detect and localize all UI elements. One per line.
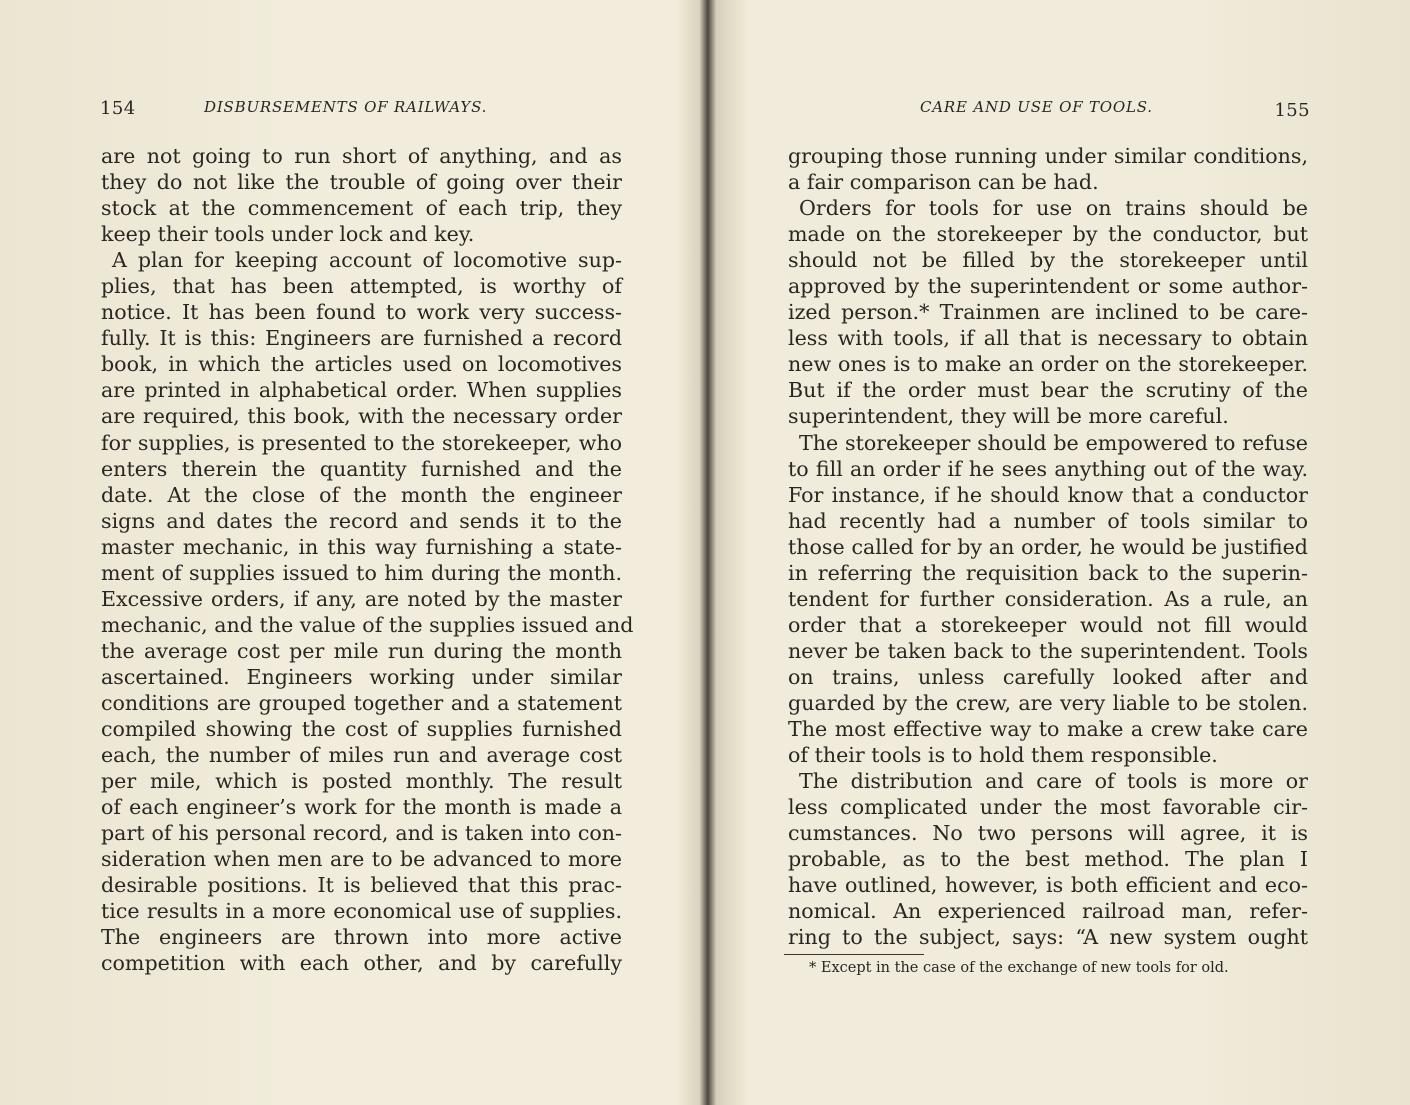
text-line: The engineers are thrown into more active: [101, 925, 622, 950]
text-line: they do not like the trouble of going over their: [101, 170, 622, 195]
text-line: approved by the superintendent or some author-: [788, 274, 1308, 299]
text-line: are printed in alphabetical order. When supplies: [101, 378, 622, 403]
text-line: had recently had a number of tools similar to: [788, 508, 1308, 533]
text-line: ment of supplies issued to him during the month.: [101, 560, 622, 585]
text-line: mechanic, and the value of the supplies issued and: [101, 612, 634, 637]
text-line: ring to the subject, says: “A new system ought: [788, 925, 1308, 950]
text-line: on trains, unless carefully looked after and: [788, 664, 1308, 689]
text-line: are not going to run short of anything, and as: [101, 144, 622, 168]
text-line: nomical. An experienced railroad man, refer-: [788, 899, 1308, 924]
text-line: superintendent, they will be more careful.: [788, 404, 1229, 429]
right-page-number: 155: [1274, 100, 1310, 121]
text-line: to fill an order if he sees anything out of the way.: [788, 456, 1308, 481]
text-line: date. At the close of the month the engineer: [101, 482, 622, 507]
text-line: each, the number of miles run and average cost: [101, 743, 622, 768]
text-line: The storekeeper should be empowered to refuse: [799, 430, 1308, 455]
text-line: But if the order must bear the scrutiny of the: [788, 378, 1308, 403]
text-line: tendent for further consideration. As a rule, an: [788, 586, 1308, 611]
text-line: ized person.* Trainmen are inclined to be care-: [788, 300, 1308, 325]
text-line: grouping those running under similar conditions,: [788, 144, 1308, 168]
text-line: less with tools, if all that is necessary to obtain: [788, 326, 1308, 351]
text-line: are required, this book, with the necessary order: [101, 404, 622, 429]
text-line: Orders for tools for use on trains should be: [799, 196, 1308, 221]
text-line: probable, as to the best method. The plan I: [788, 847, 1308, 872]
text-line: keep their tools under lock and key.: [101, 222, 475, 247]
text-line: fully. It is this: Engineers are furnished a record: [101, 326, 622, 351]
text-line: Excessive orders, if any, are noted by the master: [101, 586, 622, 611]
right-running-head: [788, 98, 1310, 126]
footnote-rule: [784, 954, 924, 955]
text-line: the average cost per mile run during the month: [101, 638, 622, 663]
text-line: stock at the commencement of each trip, they: [101, 196, 622, 221]
text-line: The most effective way to make a crew take care: [788, 717, 1308, 742]
text-line: made on the storekeeper by the conductor, but: [788, 222, 1308, 247]
right-page: [712, 0, 1410, 1105]
left-running-title: DISBURSEMENTS OF RAILWAYS.: [204, 98, 488, 116]
left-running-head: [100, 98, 620, 126]
text-line: book, in which the articles used on locomotives: [101, 352, 622, 377]
text-line: A plan for keeping account of locomotive sup-: [112, 248, 622, 273]
text-line: in referring the requisition back to the superin-: [788, 560, 1308, 585]
text-line: compiled showing the cost of supplies furnished: [101, 717, 622, 742]
text-line: a fair comparison can be had.: [788, 170, 1099, 195]
left-page-number: 154: [100, 98, 136, 119]
text-line: of their tools is to hold them responsible.: [788, 743, 1218, 768]
text-line: of each engineer’s work for the month is made a: [101, 795, 622, 820]
text-line: conditions are grouped together and a statement: [101, 690, 622, 715]
right-body-text: [788, 143, 1308, 950]
text-line: never be taken back to the superintendent. Tools: [788, 638, 1308, 663]
text-line: should not be filled by the storekeeper until: [788, 248, 1308, 273]
text-line: competition with each other, and by carefully: [101, 951, 622, 976]
text-line: per mile, which is posted monthly. The result: [101, 769, 622, 794]
text-line: have outlined, however, is both efficient and eco-: [788, 873, 1308, 898]
text-line: cumstances. No two persons will agree, it is: [788, 821, 1308, 846]
text-line: guarded by the crew, are very liable to be stolen.: [788, 690, 1308, 715]
text-line: The distribution and care of tools is more or: [799, 769, 1308, 794]
text-line: ascertained. Engineers working under similar: [101, 664, 622, 689]
footnote: * Except in the case of the exchange of new tools for old.: [809, 960, 1229, 976]
text-line: tice results in a more economical use of supplies.: [101, 899, 622, 924]
text-line: notice. It has been found to work very success-: [101, 300, 622, 325]
text-line: master mechanic, in this way furnishing a state-: [101, 534, 622, 559]
left-body-text: [101, 143, 634, 977]
text-line: for supplies, is presented to the storekeeper, who: [101, 430, 622, 455]
text-line: part of his personal record, and is taken into con-: [101, 821, 622, 846]
text-line: For instance, if he should know that a conductor: [788, 482, 1308, 507]
text-line: sideration when men are to be advanced to more: [101, 847, 622, 872]
text-line: signs and dates the record and sends it to the: [101, 508, 622, 533]
text-line: enters therein the quantity furnished and the: [101, 456, 622, 481]
right-running-title: CARE AND USE OF TOOLS.: [920, 98, 1153, 116]
text-line: less complicated under the most favorable cir-: [788, 795, 1308, 820]
text-line: those called for by an order, he would be justified: [788, 534, 1308, 559]
text-line: plies, that has been attempted, is worthy of: [101, 274, 622, 299]
left-page: [0, 0, 700, 1105]
text-line: desirable positions. It is believed that this prac-: [101, 873, 622, 898]
text-line: new ones is to make an order on the storekeeper.: [788, 352, 1308, 377]
text-line: order that a storekeeper would not fill would: [788, 612, 1308, 637]
